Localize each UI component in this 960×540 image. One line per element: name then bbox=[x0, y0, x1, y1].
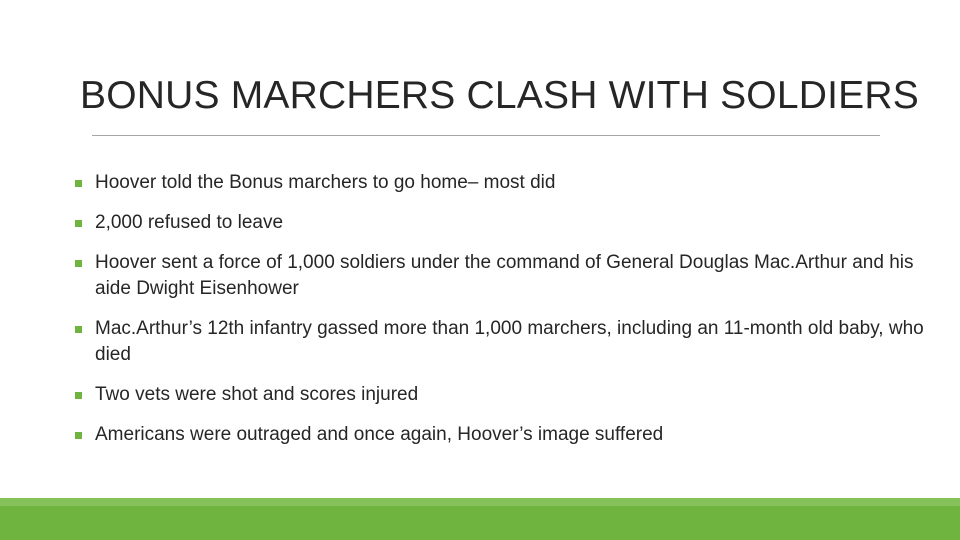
bullet-text: Hoover sent a force of 1,000 soldiers under the command of General Douglas Mac.Arthur and his aide Dwight Eisenhower bbox=[95, 252, 914, 299]
list-item bbox=[75, 422, 925, 448]
square-bullet-icon bbox=[75, 326, 82, 333]
square-bullet-icon bbox=[75, 392, 82, 399]
bullet-text: 2,000 refused to leave bbox=[95, 212, 284, 233]
footer-accent-bar bbox=[0, 498, 960, 540]
bullet-list bbox=[75, 170, 925, 448]
list-item bbox=[75, 316, 925, 368]
list-item bbox=[75, 250, 925, 302]
bullet-text: Mac.Arthur’s 12th infantry gassed more than 1,000 marchers, including an 11-month old baby, who died bbox=[95, 318, 924, 365]
list-item bbox=[75, 170, 925, 196]
bullet-text: Hoover told the Bonus marchers to go home– most did bbox=[95, 172, 556, 193]
square-bullet-icon bbox=[75, 180, 82, 187]
square-bullet-icon bbox=[75, 432, 82, 439]
square-bullet-icon bbox=[75, 260, 82, 267]
bullet-text: Two vets were shot and scores injured bbox=[95, 384, 419, 405]
title-divider bbox=[92, 135, 880, 136]
square-bullet-icon bbox=[75, 220, 82, 227]
slide-title: BONUS MARCHERS CLASH WITH SOLDIERS bbox=[80, 74, 919, 117]
list-item bbox=[75, 210, 925, 236]
bullet-text: Americans were outraged and once again, Hoover’s image suffered bbox=[95, 424, 664, 445]
list-item bbox=[75, 382, 925, 408]
footer-accent-edge bbox=[0, 498, 960, 506]
